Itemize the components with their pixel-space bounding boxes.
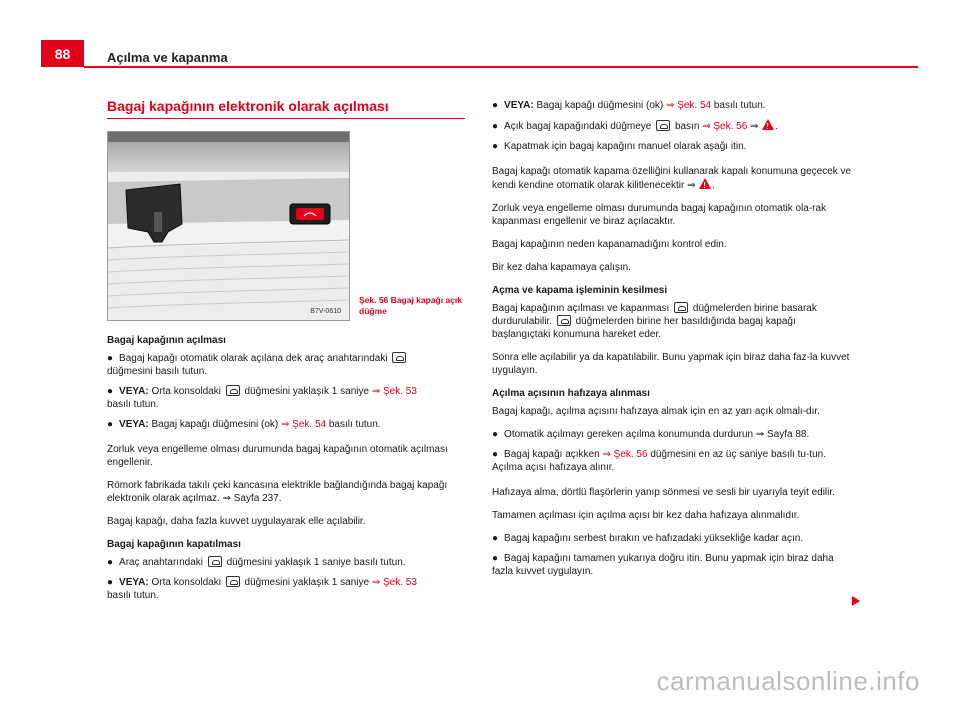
bullet-icon: ● bbox=[107, 353, 114, 364]
section-rule bbox=[107, 118, 465, 119]
list-item: ● Açık bagaj kapağındaki düğmeye basın ⇒ Şek. 56 ⇒ ! . bbox=[492, 119, 852, 133]
figure-link[interactable]: ⇒ Şek. 56 bbox=[702, 121, 748, 132]
paragraph: Bagaj kapağı otomatik kapama özelliğini kullanarak kapalı konumuna geçecek ve kendi kendine otomatik olarak kilitlenecektir ⇒ ! . bbox=[492, 165, 852, 192]
bullet-icon: ● bbox=[107, 577, 114, 588]
list-item: ● VEYA: Orta konsoldaki düğmesini yaklaşık 1 saniye ⇒ Şek. 53 basılı tutun. bbox=[107, 577, 417, 601]
section-title: Bagaj kapağının elektronik olarak açılması bbox=[107, 98, 389, 114]
bullet-icon: ● bbox=[492, 100, 499, 111]
heading-interrupt: Açma ve kapama işleminin kesilmesi bbox=[492, 285, 668, 296]
bullet-icon: ● bbox=[492, 429, 499, 440]
trunk-button-icon bbox=[656, 120, 670, 131]
bullet-icon: ● bbox=[492, 533, 499, 544]
list-item: ● VEYA: Bagaj kapağı düğmesini (ok) ⇒ Şek. 54 basılı tutun. bbox=[107, 419, 381, 430]
trunk-button-icon bbox=[208, 556, 222, 567]
paragraph: Bagaj kapağının neden kapanamadığını kontrol edin. bbox=[492, 239, 727, 250]
paragraph: Zorluk veya engelleme olması durumunda bagaj kapağının otomatik açılması engellenir. bbox=[107, 444, 448, 468]
bullet-icon: ● bbox=[492, 121, 499, 132]
trunk-button-icon bbox=[674, 302, 688, 313]
trunk-button-icon bbox=[392, 352, 406, 363]
list-item: ● VEYA: Bagaj kapağı düğmesini (ok) ⇒ Şek. 54 basılı tutun. bbox=[492, 100, 766, 111]
heading-memory: Açılma açısının hafızaya alınması bbox=[492, 388, 650, 399]
list-item: ● Araç anahtarındaki düğmesini yaklaşık 1 saniye basılı tutun. bbox=[107, 557, 406, 568]
trunk-button-icon bbox=[226, 385, 240, 396]
header-rule bbox=[84, 66, 918, 68]
figure-caption: Şek. 56 Bagaj kapağı açık düğme bbox=[359, 295, 463, 316]
bullet-icon: ● bbox=[492, 141, 499, 152]
paragraph: Tamamen açılması için açılma açısı bir kez daha hafızaya alınmalıdır. bbox=[492, 510, 800, 521]
trunk-illustration bbox=[108, 132, 349, 320]
warning-icon bbox=[762, 119, 774, 130]
paragraph: Römork fabrikada takılı çeki kancasına elektrikle bağlandığında bagaj kapağı elektronik olarak açılmaz. ⇒ Sayfa 237. bbox=[107, 480, 448, 504]
bullet-icon: ● bbox=[492, 449, 499, 460]
list-item: ● VEYA: Orta konsoldaki düğmesini yaklaşık 1 saniye ⇒ Şek. 53 basılı tutun. bbox=[107, 386, 417, 410]
figure-code: B7V-0610 bbox=[310, 308, 341, 315]
paragraph: Hafızaya alma, dörtlü flaşörlerin yanıp sönmesi ve sesli bir uyarıyla teyit edilir. bbox=[492, 487, 835, 498]
heading-closing: Bagaj kapağının kapatılması bbox=[107, 539, 241, 550]
paragraph: Bagaj kapağının açılması ve kapanması düğmelerden birine basarak durdurulabilir. düğmelerden birine her basıldığında bagaj kapağı başlangıçtaki konumuna hareket eder. bbox=[492, 303, 817, 340]
left-column bbox=[107, 334, 457, 609]
trunk-button-icon bbox=[557, 315, 571, 326]
chapter-title: Açılma ve kapanma bbox=[107, 50, 228, 65]
list-item: ● Bagaj kapağı otomatik olarak açılana dek araç anahtarındaki düğmesini basılı tutun. bbox=[107, 352, 457, 378]
bullet-icon: ● bbox=[492, 553, 499, 564]
trunk-button-figure bbox=[107, 131, 350, 321]
figure-link[interactable]: ⇒ Şek. 56 bbox=[602, 449, 648, 460]
list-item: ● Otomatik açılmayı gereken açılma konumunda durdurun ⇒ Sayfa 88. bbox=[492, 429, 810, 440]
list-item: ● Kapatmak için bagaj kapağını manuel olarak aşağı itin. bbox=[492, 141, 747, 152]
figure-link[interactable]: ⇒ Şek. 54 bbox=[666, 100, 712, 111]
bullet-icon: ● bbox=[107, 557, 114, 568]
watermark: carmanualsonline.info bbox=[656, 666, 920, 696]
paragraph: Bagaj kapağı, açılma açısını hafızaya almak için en az yarı açık olmalı-dır. bbox=[492, 406, 820, 417]
page-number: 88 bbox=[41, 40, 84, 67]
list-item: ● Bagaj kapağını tamamen yukarıya doğru itin. Bunu yapmak için biraz daha fazla kuvvet uygulayın. bbox=[492, 553, 834, 577]
paragraph: Zorluk veya engelleme olması durumunda bagaj kapağının otomatik ola-rak kapanması engellenir ve biraz açılacaktır. bbox=[492, 203, 827, 227]
figure-link[interactable]: ⇒ Şek. 53 bbox=[371, 577, 417, 588]
figure-link[interactable]: ⇒ Şek. 53 bbox=[371, 386, 417, 397]
bullet-icon: ● bbox=[107, 386, 114, 397]
right-column bbox=[492, 99, 852, 585]
trunk-button-icon bbox=[226, 576, 240, 587]
paragraph: Bagaj kapağı, daha fazla kuvvet uygulayarak elle açılabilir. bbox=[107, 516, 366, 527]
heading-opening: Bagaj kapağının açılması bbox=[107, 335, 226, 346]
warning-icon bbox=[699, 178, 711, 189]
paragraph: Sonra elle açılabilir ya da kapatılabilir. Bunu yapmak için biraz daha faz-la kuvvet uygulayın. bbox=[492, 352, 850, 376]
figure-link[interactable]: ⇒ Şek. 54 bbox=[281, 419, 327, 430]
list-item: ● Bagaj kapağını serbest bırakın ve hafızadaki yüksekliğe kadar açın. bbox=[492, 533, 804, 544]
bullet-icon: ● bbox=[107, 419, 114, 430]
list-item: ● Bagaj kapağı açıkken ⇒ Şek. 56 düğmesini en az üç saniye basılı tu-tun. Açılma açısı hafızaya alınır. bbox=[492, 449, 826, 473]
paragraph: Bir kez daha kapamaya çalışın. bbox=[492, 262, 631, 273]
continue-arrow-icon bbox=[852, 596, 860, 606]
